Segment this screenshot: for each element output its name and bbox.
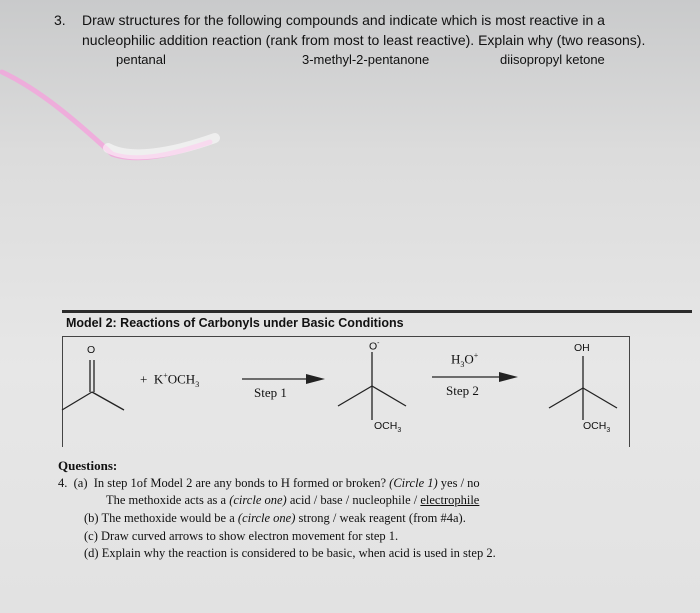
alkoxide-och3-label: $OCH_3$ bbox=[374, 420, 402, 435]
question-4a-methoxide-line: The methoxide acts as a (circle one) acid / base / nucleophile / electrophile bbox=[106, 493, 480, 507]
step-2-arrow bbox=[432, 372, 518, 382]
question-4d-label: (d) bbox=[84, 546, 99, 560]
question-4a-line bbox=[58, 476, 480, 491]
question-4c-text: Draw curved arrows to show electron movement for step 1. bbox=[101, 529, 399, 543]
methoxide-reagent bbox=[140, 371, 199, 389]
question-4a-label: (a) bbox=[73, 476, 88, 490]
ketone-oxygen-label: O bbox=[87, 344, 96, 356]
question-4d-text: Explain why the reaction is considered to be basic, when acid is used in step 2. bbox=[101, 546, 496, 560]
question-4a-electrophile-option: electrophile bbox=[420, 493, 480, 507]
question-4-number: 4. bbox=[58, 476, 68, 490]
step-1-label: Step 1 bbox=[254, 385, 287, 400]
compound-diisopropyl-ketone: diisopropyl ketone bbox=[500, 52, 605, 67]
alkoxide-intermediate-structure bbox=[338, 352, 406, 420]
methoxide-subscript: 3 bbox=[195, 379, 200, 389]
hemiketal-product-structure bbox=[549, 356, 617, 420]
potassium-charge: + bbox=[163, 371, 168, 380]
acetone-structure bbox=[62, 360, 124, 410]
product-oh-label: OH bbox=[574, 342, 590, 354]
questions-heading: Questions: bbox=[58, 458, 118, 473]
product-och3-label: $OCH_3$ bbox=[583, 420, 611, 435]
potassium-k: K bbox=[153, 371, 164, 387]
compound-3-methyl-2-pentanone: 3-methyl-2-pentanone bbox=[302, 52, 430, 67]
hydronium-label: $H_3O^+$ bbox=[451, 351, 479, 369]
step-1-arrow bbox=[242, 374, 325, 384]
reagent-plus: + bbox=[140, 371, 148, 387]
question-4a-options: yes / no bbox=[440, 476, 480, 490]
step-2-label: Step 2 bbox=[446, 383, 479, 398]
methoxide-och: OCH bbox=[167, 371, 196, 387]
question-3-number: 3. bbox=[54, 12, 66, 28]
question-4b-line: (b) The methoxide would be a (circle one) strong / weak reagent (from #4a). bbox=[84, 511, 466, 525]
question-3-line-1: Draw structures for the following compounds and indicate which is most reactive in a bbox=[82, 12, 605, 28]
question-4a-role-options: acid / base / nucleophile / bbox=[289, 493, 418, 507]
question-3-line-2: nucleophilic addition reaction (rank from most to least reactive). Explain why (two reasons). bbox=[82, 32, 646, 48]
question-4c-label: (c) bbox=[84, 529, 98, 543]
model-2-title: Model 2: Reactions of Carbonyls under Basic Conditions bbox=[66, 316, 404, 330]
compound-pentanal: pentanal bbox=[116, 52, 166, 67]
question-4c-line bbox=[84, 529, 398, 544]
alkoxide-oxygen-label: O- bbox=[369, 340, 380, 353]
question-4d-line bbox=[84, 546, 496, 561]
question-4a-circle-hint: (Circle 1) bbox=[389, 476, 438, 490]
question-4a-text: In step 1of Model 2 are any bonds to H formed or broken? bbox=[93, 476, 387, 490]
question-4b-options: strong / weak reagent (from #4a). bbox=[298, 511, 466, 525]
question-4b-label: (b) bbox=[84, 511, 99, 525]
